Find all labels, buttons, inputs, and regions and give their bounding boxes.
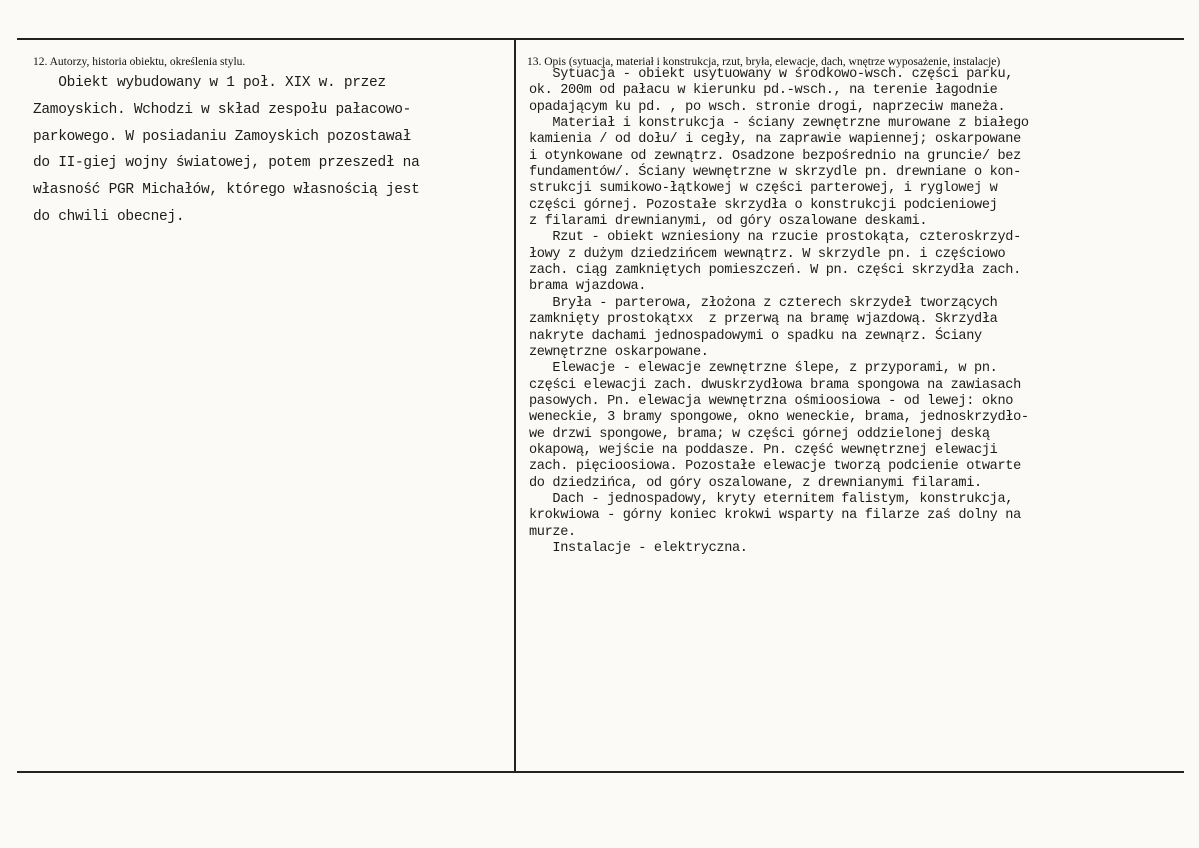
bottom-rule xyxy=(17,771,1184,773)
typed-line: Zamoyskich. Wchodzi w skład zespołu pałacowo- xyxy=(33,101,412,118)
typed-line: brama wjazdowa. xyxy=(529,279,647,295)
typed-line: fundamentów/. Ściany wewnętrzne w skrzydle pn. drewniane o kon- xyxy=(529,165,1021,181)
section-13-heading: 13. Opis (sytuacja, materiał i konstrukcja, rzut, bryła, elewacje, dach, wnętrze wyposażenie, instalacje) xyxy=(527,56,1001,68)
typed-line: z filarami drewnianymi, od góry oszalowane deskami. xyxy=(529,214,928,230)
section-13-body xyxy=(529,67,1189,557)
typed-line: do chwili obecnej. xyxy=(33,208,185,225)
typed-line: zach. ciąg zamkniętych pomieszczeń. W pn. części skrzydła zach. xyxy=(529,263,1021,279)
typed-line: nakryte dachami jednospadowymi o spadku na zewnąrz. Ściany xyxy=(529,328,982,344)
typed-line: pasowych. Pn. elewacja wewnętrzna ośmioosiowa - od lewej: okno xyxy=(529,393,1014,409)
typed-line: Materiał i konstrukcja - ściany zewnętrzne murowane z białego xyxy=(529,116,1029,132)
typed-line: zewnętrzne oskarpowane. xyxy=(529,344,709,360)
typed-line: Bryła - parterowa, złożona z czterech skrzydeł tworzących xyxy=(529,295,998,311)
typed-line: opadającym ku pd. , po wsch. stronie drogi, naprzeciw maneża. xyxy=(529,99,1006,115)
typed-line: własność PGR Michałów, którego własnością jest xyxy=(33,182,420,199)
section-12-heading: 12. Autorzy, historia obiektu, określenia stylu. xyxy=(33,56,246,68)
typed-line: we drzwi spongowe, brama; w części górnej oddzielonej deską xyxy=(529,426,990,442)
typed-line: zach. pięcioosiowa. Pozostałe elewacje tworzą podcienie otwarte xyxy=(529,459,1021,475)
typed-line: Dach - jednospadowy, kryty eternitem falistym, konstrukcja, xyxy=(529,491,1014,507)
typed-line: kamienia / od dołu/ i cegły, na zaprawie wapiennej; oskarpowane xyxy=(529,132,1021,148)
typed-line: Elewacje - elewacje zewnętrzne ślepe, z przyporami, w pn. xyxy=(529,361,998,377)
typed-line: Sytuacja - obiekt usytuowany w środkowo-wsch. części parku, xyxy=(529,67,1014,82)
typed-line: murze. xyxy=(529,524,576,540)
typed-line: do II-giej wojny światowej, potem przeszedł na xyxy=(33,155,420,172)
section-12-body xyxy=(33,70,503,231)
typed-line: części elewacji zach. dwuskrzydłowa brama spongowa na zawiasach xyxy=(529,377,1021,393)
typed-line: weneckie, 3 bramy spongowe, okno weneckie, brama, jednoskrzydło- xyxy=(529,410,1029,426)
typed-line: strukcji sumikowo-łątkowej w części parterowej, i ryglowej w xyxy=(529,181,998,197)
typed-line: ok. 200m od pałacu w kierunku pd.-wsch., na terenie łagodnie xyxy=(529,83,998,99)
typed-line: zamknięty prostokątxx z przerwą na bramę wjazdową. Skrzydła xyxy=(529,312,998,328)
column-divider xyxy=(514,38,516,771)
typed-line: Obiekt wybudowany w 1 poł. XIX w. przez xyxy=(33,75,386,91)
typed-line: Rzut - obiekt wzniesiony na rzucie prostokąta, czteroskrzyd- xyxy=(529,230,1021,246)
typed-line: krokwiowa - górny koniec krokwi wsparty na filarze zaś dolny na xyxy=(529,508,1021,524)
typed-line: i otynkowane od zewnątrz. Osadzone bezpośrednio na gruncie/ bez xyxy=(529,148,1021,164)
typed-line: części górnej. Pozostałe skrzydła o konstrukcji podcieniowej xyxy=(529,197,998,213)
typed-line: łowy z dużym dziedzińcem wewnątrz. W skrzydle pn. i częściowo xyxy=(529,246,1006,262)
typed-line: parkowego. W posiadaniu Zamoyskich pozostawał xyxy=(33,128,412,145)
typed-line: Instalacje - elektryczna. xyxy=(529,540,748,556)
typed-line: okapową, wejście na poddasze. Pn. część wewnętrznej elewacji xyxy=(529,442,998,458)
typed-line: do dziedzińca, od góry oszalowane, z drewnianymi filarami. xyxy=(529,475,982,491)
